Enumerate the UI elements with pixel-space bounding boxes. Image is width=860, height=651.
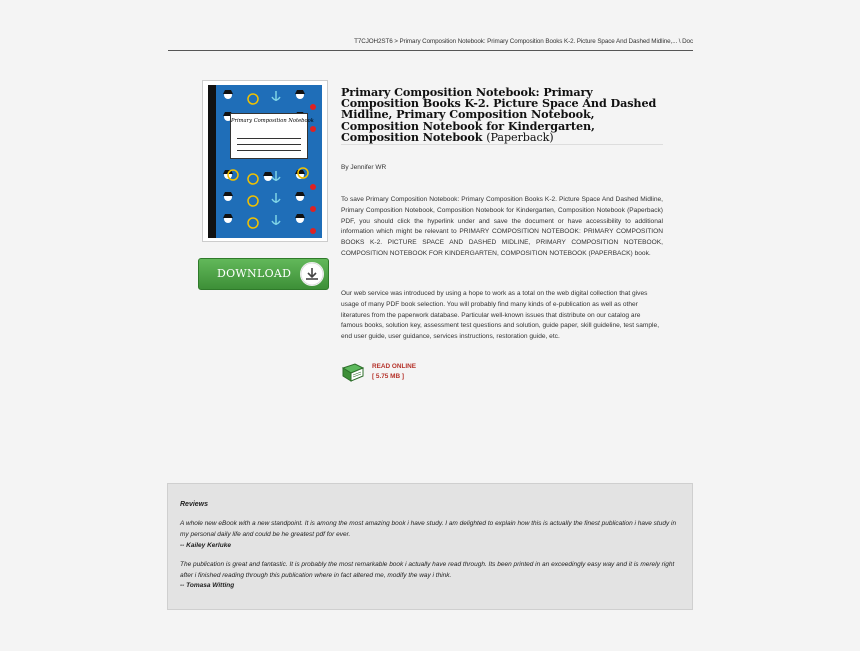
description-paragraph-1: To save Primary Composition Notebook: Primary Composition Books K-2. Picture Space And Dashed Midline, Primary Composition Notebook, Composition Notebook for Kindergarten, Composition Notebook (Paperback) PDF, you should click the hyperlink under and save the document or have accessibility to additional information which might be relevant to PRIMARY COMPOSITION NOTEBOOK: PRIMARY COMPOSITION BOOKS K-2. PICTURE SPACE AND DASHED MIDLINE, PRIMARY COMPOSITION NOTEBOOK, COMPOSITION NOTEBOOK FOR KINDERGARTEN, COMPOSITION NOTEBOOK (PAPERBACK) book.: [341, 196, 663, 257]
download-icon: [300, 262, 324, 286]
read-online-label: READ ONLINE: [372, 363, 417, 370]
author-byline: By Jennifer WR: [341, 164, 387, 171]
breadcrumb: T7CJOH2ST6 > Primary Composition Notebook: Primary Composition Books K-2. Picture Space And Dashed Midline,... \ Doc: [354, 38, 693, 45]
download-label: DOWNLOAD: [217, 267, 292, 280]
book-format: (Paperback): [486, 130, 554, 144]
book-title: [341, 87, 666, 143]
cover-image: [208, 85, 322, 238]
cover-label-lines: [237, 138, 301, 156]
pirate-pattern: [208, 85, 322, 238]
review-text: The publication is great and fantastic. It is probably the most remarkable book i actually have read through. Its been printed in an exceedingly easy way and it is merely right after i finished reading through this publication where in fact altered me, modify the way i think.: [180, 561, 675, 579]
description-paragraph-2: Our web service was introduced by using a hope to work as a total on the web digital collection that gives usage of many PDF book selection. You will probably find many kinds of e-publication as well as other literatures from the paperwork database. Particular well-known issues that distribute on our catalog are famous books, solution key, assessment test questions and solution, guide paper, skill guideline, test sample, end user guide, user guidance, services instructions, restoration guide, etc.: [341, 290, 660, 341]
review-author: -- Tomasa Witting: [180, 582, 235, 589]
cover-spine: [208, 85, 216, 238]
title-divider: [341, 144, 663, 145]
review-author: -- Kailey Kerluke: [180, 542, 231, 549]
book-cover: [202, 80, 328, 242]
cover-title: Primary Composition Notebook: [231, 118, 314, 124]
cover-label: [230, 113, 314, 159]
reviews-heading: Reviews: [180, 501, 209, 508]
book-title-text: Primary Composition Notebook: Primary Composition Books K-2. Picture Space And Dashed Midline, Primary Composition Notebook, Composition Notebook for Kindergarten, Composition Notebook: [341, 85, 657, 144]
book-icon: [341, 362, 365, 387]
read-online-link[interactable]: [341, 362, 461, 384]
download-button[interactable]: [198, 258, 329, 290]
file-size: [ 5.75 MB ]: [372, 373, 404, 380]
reviews-panel: [167, 483, 693, 610]
header-divider: [168, 50, 693, 51]
review-text: A whole new eBook with a new standpoint. It is among the most amazing book i have study. I am delighted to explain how this is actually the finest publication i have study in my personal daily life and could be he greatest pdf for ever.: [180, 520, 677, 538]
